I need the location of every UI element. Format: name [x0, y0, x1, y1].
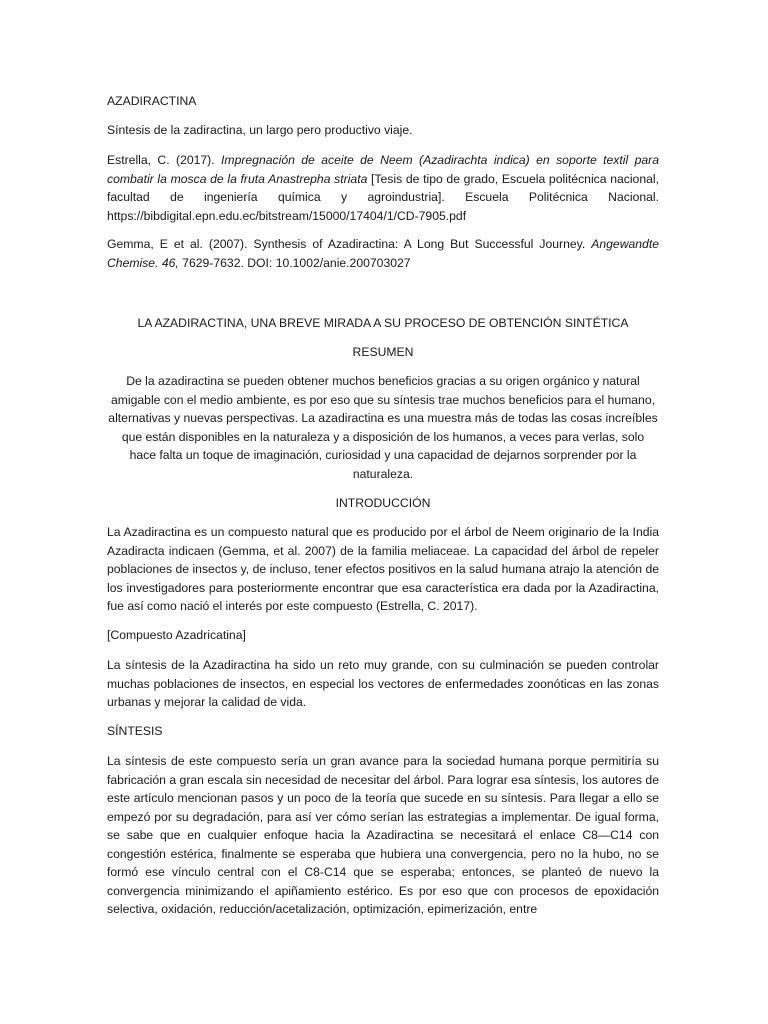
- resumen-heading: RESUMEN: [352, 345, 414, 359]
- resumen-text: De la azadiractina se pueden obtener muchos beneficios gracias a su origen orgánico y natural amigable con el medio ambiente, es por eso que su síntesis trae muchos beneficios para el humano, alternativas y nuevas perspectivas. La azadiractina es una muestra más de todas las cosas increíbles que están disponibles en la naturaleza y a disposición de los humanos, a veces para verlas, solo hace falta un toque de imaginación, curiosidad y una capacidad de dejarnos sorprender por la naturaleza.: [108, 374, 658, 481]
- ref2-details: 7629-7632. DOI: 10.1002/anie.200703027: [178, 255, 411, 270]
- ref2-journal: Angewandte Chemise. 46,: [107, 237, 659, 270]
- ref1-details: [Tesis de tipo de grado, Escuela politécnica nacional, facultad de ingeniería química y agroindustria]. Escuela Politécnica Nacional. https://bibdigital.epn.edu.ec/bitstream/15000/17404/1/CD-7905.pdf: [107, 171, 659, 223]
- doc-subtitle: Síntesis de la zadiractina, un largo pero productivo viaje.: [107, 123, 413, 137]
- sintesis-heading: SÍNTESIS: [107, 724, 163, 738]
- article-title: LA AZADIRACTINA, UNA BREVE MIRADA A SU PROCESO DE OBTENCIÓN SINTÉTICA: [137, 316, 629, 330]
- ref1-title: Impregnación de aceite de Neem (Azadirachta indica) en soporte textil para combatir la mosca de la fruta Anastrepha striata: [107, 153, 659, 186]
- reference-gemma: [107, 235, 659, 272]
- reference-estrella: [107, 151, 659, 225]
- ref2-authors: Gemma, E et al. (2007). Synthesis of Azadiractina: A Long But Successful Journey.: [107, 237, 592, 251]
- doc-heading: AZADIRACTINA: [107, 94, 197, 108]
- intro-text: La Azadiractina es un compuesto natural que es producido por el árbol de Neem originario de la India Azadiracta indicaen (Gemma, et al. 2007) de la familia meliaceae. La capacidad del árbol de repeler poblaciones de insectos y, de incluso, tener efectos positivos en la salud humana atrajo la atención de los investigadores para posteriormente encontrar que esa característica era dada por la Azadiractina, fue así como nació el interés por este compuesto (Estrella, C. 2017).: [107, 525, 659, 613]
- bracket-note: [Compuesto Azadricatina]: [107, 628, 246, 642]
- sintesis-text: La síntesis de este compuesto sería un gran avance para la sociedad humana porque permitiría su fabricación a gran escala sin necesidad de necesitar del árbol. Para lograr esa síntesis, los autores de este artículo mencionan pasos y un poco de la teoría que sucede en su síntesis. Para llegar a ello se empezó por su degradación, para así ver cómo serían las estrategias a implementar. De igual forma, se sabe que en cualquier enfoque hacia la Azadiractina se necesitará el enlace C8—C14 con congestión estérica, finalmente se esperaba que hubiera una convergencia, pero no la hubo, no se formó ese vínculo central con el C8-C14 que se esperaba; entonces, se planteó de nuevo la convergencia minimizando el apiñamiento estérico. Es por eso que con procesos de epoxidación selectiva, oxidación, reducción/acetalización, optimización, epimerización, entre: [107, 754, 659, 916]
- paragraph-2: La síntesis de la Azadiractina ha sido un reto muy grande, con su culminación se pueden controlar muchas poblaciones de insectos, en especial los vectores de enfermedades zoonóticas en las zonas urbanas y mejorar la calidad de vida.: [107, 658, 659, 709]
- intro-heading: INTRODUCCIÓN: [335, 496, 431, 510]
- ref1-authors: Estrella, C. (2017).: [107, 153, 222, 167]
